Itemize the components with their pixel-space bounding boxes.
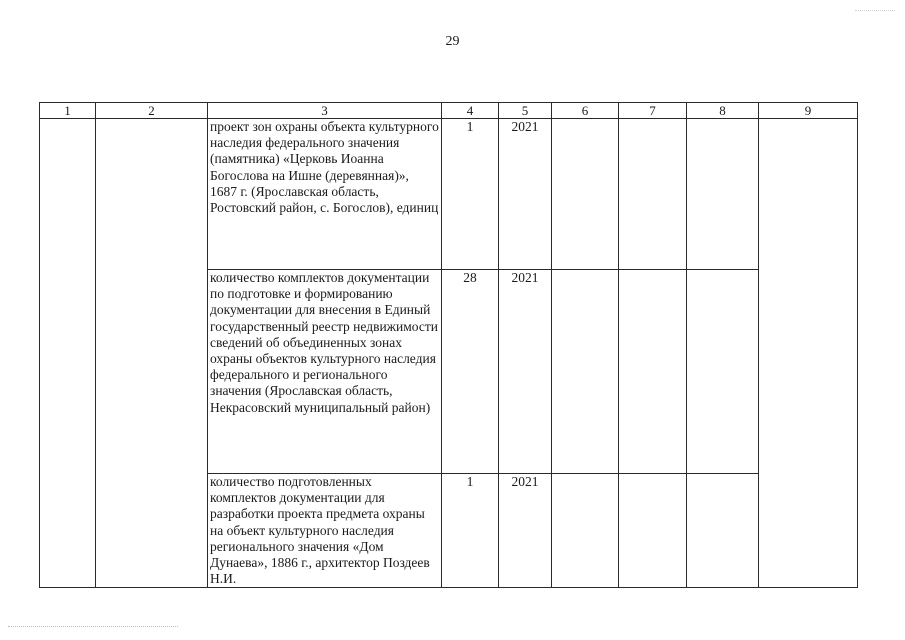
table-cell-col8	[687, 474, 759, 588]
table-cell-col7	[619, 270, 687, 474]
indicator-description: количество комплектов документации по подготовке и формированию документации для внесения в Единый государственный реестр недвижимости сведений об объединенных зонах охраны объектов культурного наследия федерального и регионального значения (Ярославская область, Некрасовский муниципальный район)	[208, 270, 442, 474]
column-header-9: 9	[759, 103, 858, 119]
table-cell-col9	[759, 119, 858, 588]
table-cell-col8	[687, 270, 759, 474]
table-cell-col7	[619, 119, 687, 270]
table-cell-col6	[552, 270, 619, 474]
column-header-7: 7	[619, 103, 687, 119]
indicator-value: 1	[442, 119, 499, 270]
table-cell-col1	[40, 119, 96, 588]
scan-artifact	[855, 10, 895, 11]
table-cell-col2	[96, 119, 208, 588]
column-header-5: 5	[499, 103, 552, 119]
column-header-4: 4	[442, 103, 499, 119]
page-number: 29	[445, 34, 460, 49]
table-cell-col6	[552, 119, 619, 270]
table-cell-col6	[552, 474, 619, 588]
column-header-2: 2	[96, 103, 208, 119]
indicator-value: 28	[442, 270, 499, 474]
indicator-year: 2021	[499, 270, 552, 474]
column-header-8: 8	[687, 103, 759, 119]
column-header-6: 6	[552, 103, 619, 119]
table-cell-col7	[619, 474, 687, 588]
indicator-value: 1	[442, 474, 499, 588]
table-row	[40, 119, 858, 270]
column-header-3: 3	[208, 103, 442, 119]
data-table	[39, 102, 858, 588]
indicator-year: 2021	[499, 474, 552, 588]
indicator-description: проект зон охраны объекта культурного наследия федерального значения (памятника) «Церковь Иоанна Богослова на Ишне (деревянная)», 1687 г. (Ярославская область, Ростовский район, с. Богослов), единиц	[208, 119, 442, 270]
indicator-description: количество подготовленных комплектов документации для разработки проекта предмета охраны на объект культурного наследия регионального значения «Дом Дунаева», 1886 г., архитектор Поздеев Н.И.	[208, 474, 442, 588]
table-cell-col8	[687, 119, 759, 270]
column-header-1: 1	[40, 103, 96, 119]
indicator-year: 2021	[499, 119, 552, 270]
table-header-row	[40, 103, 858, 119]
scan-artifact	[8, 626, 178, 627]
